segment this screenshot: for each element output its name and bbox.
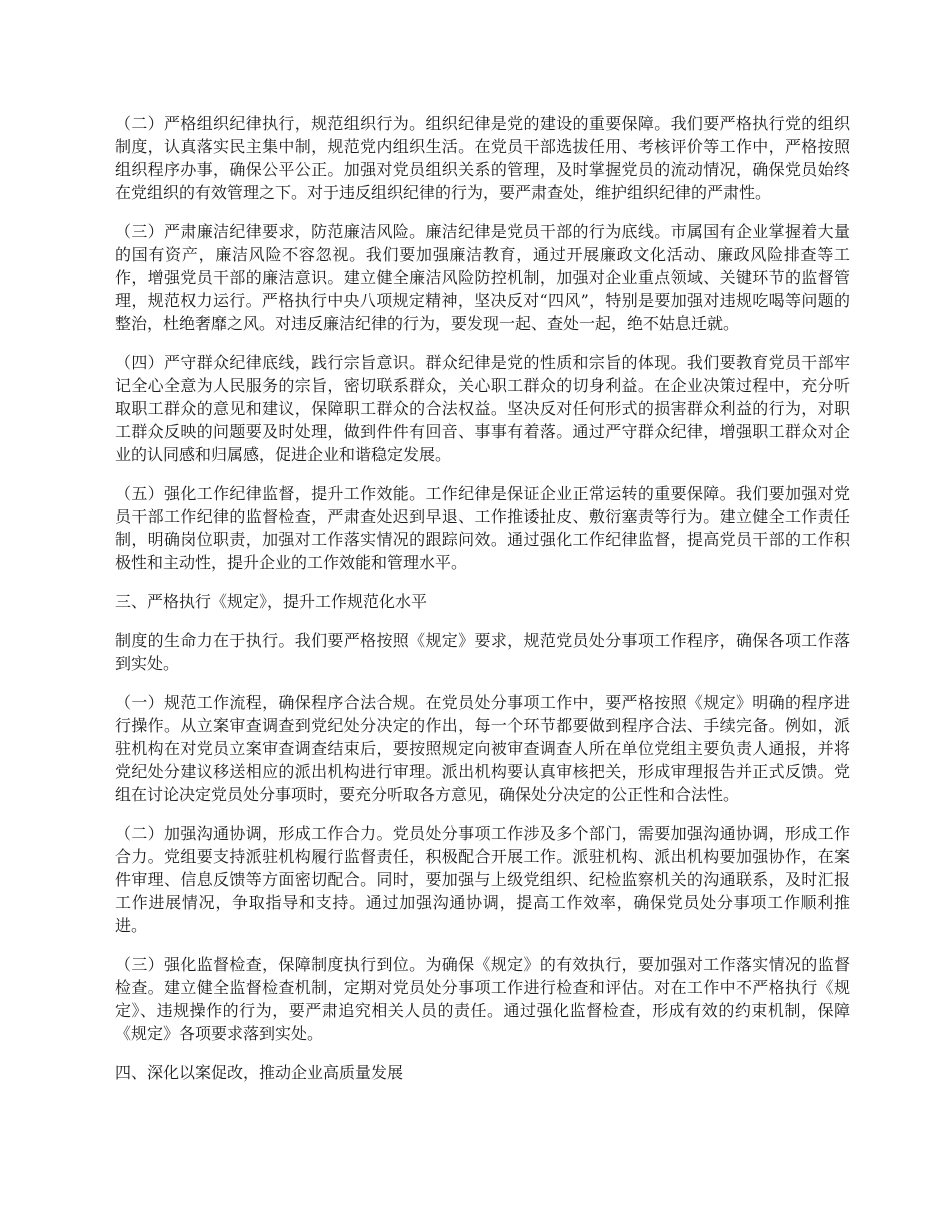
- document-page: [115, 112, 850, 1100]
- paragraph-section-3-intro: 制度的生命力在于执行。我们要严格按照《规定》要求，规范党员处分事项工作程序，确保各项工作落到实处。: [115, 631, 850, 673]
- section-heading-3: 三、严格执行《规定》，提升工作规范化水平: [115, 592, 428, 611]
- paragraph-work-discipline: （五）强化工作纪律监督，提升工作效能。工作纪律是保证企业正常运转的重要保障。我们要加强对党员干部工作纪律的监督检查，严肃查处迟到早退、工作推诿扯皮、敷衍塞责等行为。建立健全工作责任制，明确岗位职责，加强对工作落实情况的跟踪问效。通过强化工作纪律监督，提高党员干部的工作积极性和主动性，提升企业的工作效能和管理水平。: [115, 484, 850, 572]
- section-heading-4: 四、深化以案促改，推动企业高质量发展: [115, 1063, 404, 1082]
- paragraph-organization-discipline: （二）严格组织纪律执行，规范组织行为。组织纪律是党的建设的重要保障。我们要严格执行党的组织制度，认真落实民主集中制，规范党内组织生活。在党员干部选拔任用、考核评价等工作中，严格按照组织程序办事，确保公平公正。加强对党员组织关系的管理，及时掌握党员的流动情况，确保党员始终在党组织的有效管理之下。对于违反组织纪律的行为，要严肃查处，维护组织纪律的严肃性。: [115, 114, 850, 202]
- paragraph-supervision: （三）强化监督检查，保障制度执行到位。为确保《规定》的有效执行，要加强对工作落实情况的监督检查。建立健全监督检查机制，定期对党员处分事项工作进行检查和评估。对在工作中不严格执行《规定》、违规操作的行为，要严肃追究相关人员的责任。通过强化监督检查，形成有效的约束机制，保障《规定》各项要求落到实处。: [115, 955, 850, 1043]
- paragraph-standardize-process: （一）规范工作流程，确保程序合法合规。在党员处分事项工作中，要严格按照《规定》明确的程序进行操作。从立案审查调查到党纪处分决定的作出，每一个环节都要做到程序合法、手续完备。例如，派驻机构在对党员立案审查调查结束后，要按照规定向被审查调查人所在单位党组主要负责人通报，并将党纪处分建议移送相应的派出机构进行审理。派出机构要认真审核把关，形成审理报告并正式反馈。党组在讨论决定党员处分事项时，要充分听取各方意见，确保处分决定的公正性和合法性。: [115, 693, 850, 804]
- paragraph-integrity-discipline: （三）严肃廉洁纪律要求，防范廉洁风险。廉洁纪律是党员干部的行为底线。市属国有企业掌握着大量的国有资产，廉洁风险不容忽视。我们要加强廉洁教育，通过开展廉政文化活动、廉政风险排查等工作，增强党员干部的廉洁意识。建立健全廉洁风险防控机制，加强对企业重点领域、关键环节的监督管理，规范权力运行。严格执行中央八项规定精神，坚决反对“四风”，特别是要加强对违规吃喝等问题的整治，杜绝奢靡之风。对违反廉洁纪律的行为，要发现一起、查处一起，绝不姑息迁就。: [115, 222, 850, 333]
- paragraph-coordination: （二）加强沟通协调，形成工作合力。党员处分事项工作涉及多个部门，需要加强沟通协调，形成工作合力。党组要支持派驻机构履行监督责任，积极配合开展工作。派驻机构、派出机构要加强协作，在案件审理、信息反馈等方面密切配合。同时，要加强与上级党组织、纪检监察机关的沟通联系，及时汇报工作进展情况，争取指导和支持。通过加强沟通协调，提高工作效率，确保党员处分事项工作顺利推进。: [115, 824, 850, 935]
- paragraph-mass-discipline: （四）严守群众纪律底线，践行宗旨意识。群众纪律是党的性质和宗旨的体现。我们要教育党员干部牢记全心全意为人民服务的宗旨，密切联系群众，关心职工群众的切身利益。在企业决策过程中，充分听取职工群众的意见和建议，保障职工群众的合法权益。坚决反对任何形式的损害群众利益的行为，对职工群众反映的问题要及时处理，做到件件有回音、事事有着落。通过严守群众纪律，增强职工群众对企业的认同感和归属感，促进企业和谐稳定发展。: [115, 353, 850, 464]
